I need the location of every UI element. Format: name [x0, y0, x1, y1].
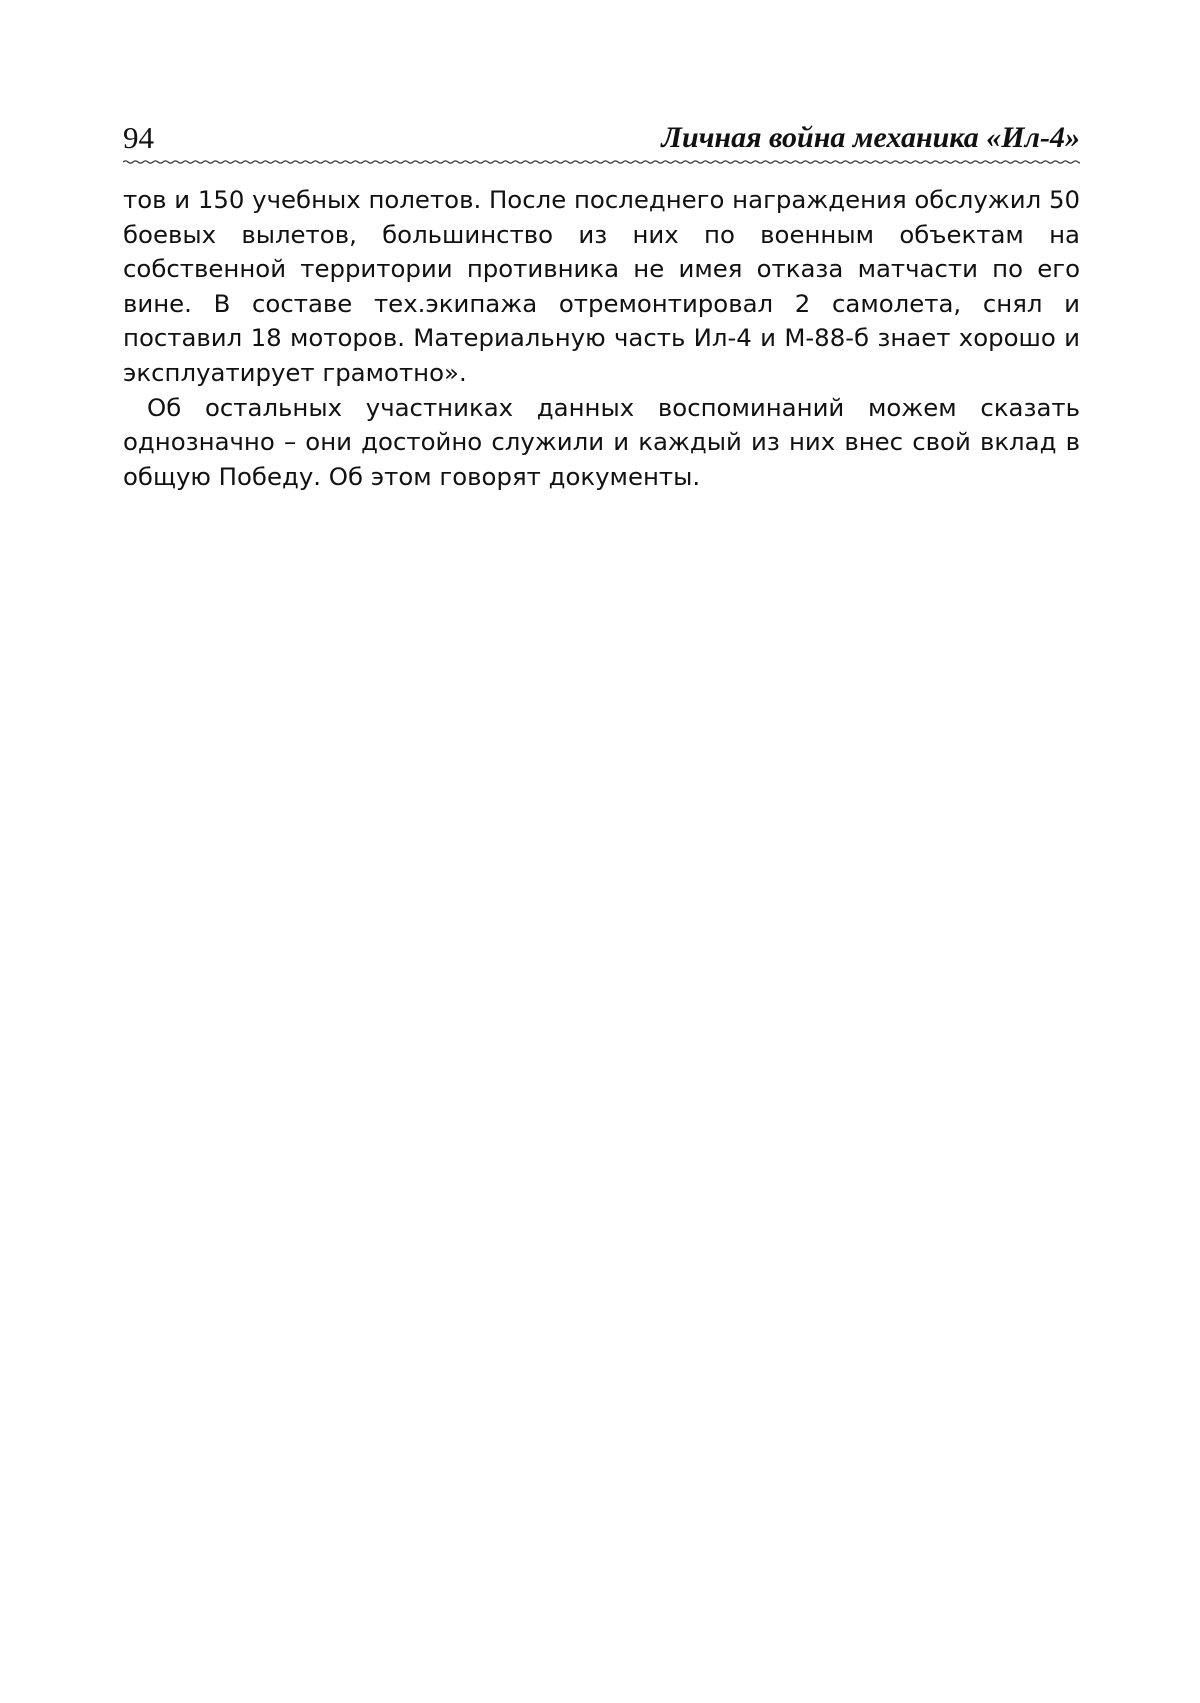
running-header [123, 118, 1080, 158]
paragraph: Об остальных участниках данных воспоминаний можем сказать однозначно – они достойно служили и каждый из них внес свой вклад в общую Победу. Об этом говорят документы. [123, 392, 1080, 491]
wavy-divider [123, 157, 1080, 167]
body-text [123, 183, 1080, 494]
page-number: 94 [123, 120, 154, 155]
running-title: Личная война механика «Ил-4» [661, 121, 1080, 154]
paragraph-continued: тов и 150 учебных полетов. После последнего награждения обслужил 50 боевых вылетов, большинство из них по военным объектам на собственной территории противника не имея отказа матчасти по его вине. В составе тех.экипажа отремонтировал 2 самолета, снял и поставил 18 моторов. Материальную часть Ил-4 и М-88-б знает хорошо и эксплуатирует грамотно». [123, 185, 1080, 387]
